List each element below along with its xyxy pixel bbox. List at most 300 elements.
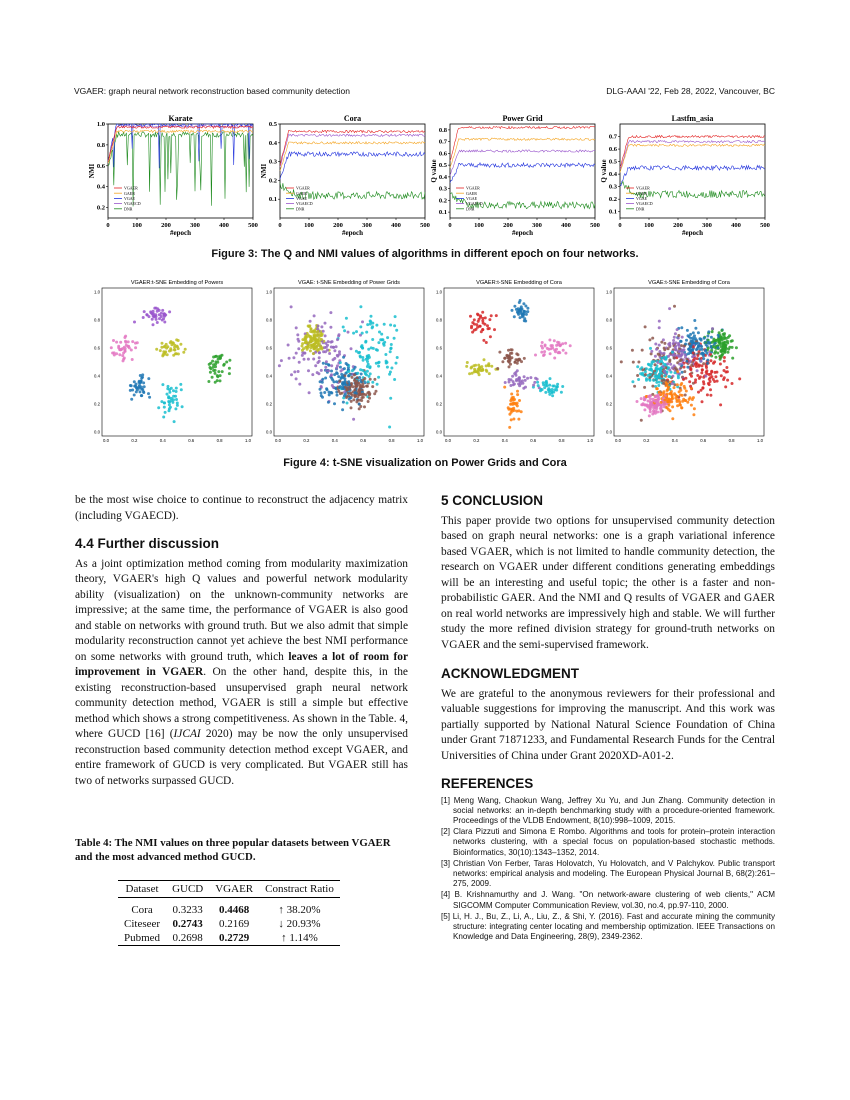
scatter-point [547,348,550,351]
scatter-point [355,380,358,383]
x-tick-label: 200 [333,222,343,229]
p1-text-e: 2020) may be now the only unsupervised reconstruction based community detection method except VGAER, and entire framework of GUCD is very complicated. But VGAER still has two of networks surpassed GUCD. [75,728,408,787]
scatter-point [475,323,478,326]
y-tick-label: 0.3 [608,183,617,191]
table-row [118,931,340,946]
scatter-point [473,318,476,321]
scatter-point [529,376,532,379]
scatter-point [678,363,681,366]
x-tick-label: 300 [190,222,200,229]
scatter-point [689,337,692,340]
scatter-point [175,338,178,341]
plot-title: VGAE:t-SNE Embedding of Cora [648,280,730,286]
scatter-point [225,361,228,364]
scatter-point [338,333,341,336]
scatter-point [362,385,365,388]
scatter-point [297,370,300,373]
scatter-point [127,340,130,343]
scatter-point [312,358,315,361]
scatter-point [673,386,676,389]
scatter-point [548,390,551,393]
scatter-point [307,358,310,361]
y-tick-label: 0.5 [438,162,447,170]
scatter-point [362,359,365,362]
scatter-point [317,325,320,328]
scatter-point [640,397,643,400]
scatter-point [112,339,115,342]
scatter-point [681,371,684,374]
scatter-point [211,376,214,379]
scatter-point [118,353,121,356]
scatter-point [555,389,558,392]
scatter-point [361,344,364,347]
scatter-point [697,342,700,345]
scatter-point [363,377,366,380]
scatter-point [690,364,693,367]
scatter-point [151,313,154,316]
y-tick-label: 0.6 [94,345,100,351]
scatter-point [347,331,350,334]
scatter-point [677,376,680,379]
col-vgaer: VGAER [209,881,259,898]
scatter-point [311,373,314,376]
scatter-point [666,393,669,396]
scatter-point [174,407,177,410]
scatter-point [712,378,715,381]
scatter-point [727,336,730,339]
scatter-point [696,374,699,377]
scatter-point [518,384,521,387]
scatter-point [564,342,567,345]
scatter-point [161,319,164,322]
scatter-point [361,383,364,386]
scatter-point [297,338,300,341]
scatter-point [680,340,683,343]
scatter-point [158,317,161,320]
scatter-point [367,400,370,403]
scatter-point [367,363,370,366]
scatter-point [141,388,144,391]
scatter-point [674,332,677,335]
scatter-point [318,356,321,359]
figure-4-caption: Figure 4: t-SNE visualization on Power Grids and Cora [283,457,567,469]
chart-svg [432,276,598,448]
scatter-point [523,375,526,378]
y-tick-label: 0.2 [268,177,277,185]
legend-label: VGAECD [636,201,653,207]
scatter-point [663,405,666,408]
scatter-point [515,352,518,355]
scatter-point [163,321,166,324]
scatter-point [320,325,323,328]
scatter-point [690,404,693,407]
scatter-point [345,317,348,320]
scatter-point [325,360,328,363]
scatter-point [693,334,696,337]
conclusion-paragraph: This paper provide two options for unsupervised community detection based on graph neural networks: one is a graph variational inference based VGAER, which is not limited to handle community detection, the research on VGAER under different conditions generating embeddings will be an interesting and useful topic; the other is a faster and non-probabilistic GAER. And the NMI and Q results of VGAER and GAER on real world networks are impressively high and stable. We will further study the more refined division strategy for ground-truth networks on VGAER and the semi-supervised framework. [441,514,775,651]
scatter-point [724,344,727,347]
chart-svg [262,276,428,448]
scatter-point [369,320,372,323]
scatter-point [304,341,307,344]
y-tick-label: 0.2 [96,204,105,212]
scatter-point [519,316,522,319]
acknowledgment-title: ACKNOWLEDGMENT [441,666,579,681]
scatter-point [536,381,539,384]
scatter-point [350,347,353,350]
scatter-point [329,326,332,329]
scatter-point [720,354,723,357]
scatter-point [168,310,171,313]
p1-bold: leaves a lot of room for improvement in VGAER [75,650,408,678]
scatter-point [348,388,351,391]
scatter-point [358,383,361,386]
scatter-point [661,379,664,382]
scatter-point [684,394,687,397]
scatter-point [344,386,347,389]
scatter-point [295,352,298,355]
tsne-plot-3 [432,276,598,448]
scatter-point [714,371,717,374]
scatter-point [477,364,480,367]
scatter-point [710,336,713,339]
scatter-point [343,367,346,370]
scatter-point [714,375,717,378]
scatter-point [483,358,486,361]
scatter-point [516,369,519,372]
scatter-point [319,388,322,391]
scatter-point [134,346,137,349]
scatter-point [716,380,719,383]
scatter-point [569,344,572,347]
reference-list [441,796,775,943]
scatter-point [549,377,552,380]
scatter-point [718,331,721,334]
scatter-point [663,399,666,402]
scatter-point [513,372,516,375]
scatter-point [659,360,662,363]
scatter-point [675,348,678,351]
scatter-point [355,385,358,388]
scatter-point [679,404,682,407]
scatter-point [173,420,176,423]
scatter-point [658,344,661,347]
scatter-point [719,403,722,406]
scatter-point [166,393,169,396]
scatter-point [508,365,511,368]
scatter-point [724,385,727,388]
scatter-point [214,365,217,368]
legend-label: VGAER [296,185,310,191]
scatter-point [214,369,217,372]
x-tick-label: 0.0 [275,438,281,443]
scatter-point [536,378,539,381]
y-tick-label: 0.1 [438,209,447,217]
scatter-point [471,372,474,375]
scatter-point [357,391,360,394]
scatter-point [681,336,684,339]
scatter-point [327,369,330,372]
scatter-point [396,356,399,359]
scatter-point [692,331,695,334]
scatter-point [368,392,371,395]
scatter-point [664,366,667,369]
scatter-point [677,334,680,337]
scatter-point [168,401,171,404]
scatter-point [515,308,518,311]
scatter-point [631,380,634,383]
scatter-point [719,358,722,361]
scatter-point [475,328,478,331]
scatter-point [170,397,173,400]
scatter-point [336,338,339,341]
scatter-point [692,413,695,416]
scatter-point [287,344,290,347]
scatter-point [209,371,212,374]
scatter-point [709,388,712,391]
scatter-point [383,323,386,326]
x-tick-label: 0.2 [643,438,650,443]
legend-label: VGAER [124,185,138,191]
cell: 0.2743 [172,918,203,930]
scatter-point [643,398,646,401]
scatter-point [330,364,333,367]
scatter-point [673,392,676,395]
scatter-point [314,364,317,367]
scatter-point [316,330,319,333]
scatter-point [333,349,336,352]
scatter-point [679,389,682,392]
scatter-point [686,366,689,369]
scatter-point [668,307,671,310]
scatter-point [501,360,504,363]
scatter-point [354,394,357,397]
cell: 0.2169 [219,918,250,930]
scatter-point [390,367,393,370]
scatter-point [693,407,696,410]
scatter-point [176,345,179,348]
scatter-point [657,400,660,403]
scatter-point [680,344,683,347]
scatter-point [650,350,653,353]
scatter-point [485,341,488,344]
x-tick-label: 500 [248,222,258,229]
scatter-point [221,370,224,373]
y-tick-label: 0.8 [438,126,447,134]
legend-label: VGAECD [124,201,141,207]
scatter-point [493,328,496,331]
scatter-point [161,383,164,386]
scatter-point [667,404,670,407]
scatter-point [714,356,717,359]
scatter-point [620,360,623,363]
scatter-point [308,324,311,327]
scatter-point [723,336,726,339]
scatter-point [367,348,370,351]
scatter-point [560,391,563,394]
x-tick-label: 0 [618,222,622,229]
scatter-point [175,398,178,401]
scatter-point [180,388,183,391]
scatter-point [328,391,331,394]
scatter-point [558,351,561,354]
scatter-point [524,379,527,382]
x-tick-label: 500 [590,222,600,229]
scatter-point [508,378,511,381]
scatter-point [641,403,644,406]
scatter-point [355,400,358,403]
y-tick-label: 0.2 [608,196,617,204]
scatter-point [692,345,695,348]
scatter-point [710,375,713,378]
scatter-point [386,336,389,339]
scatter-point [307,334,310,337]
chart-title: Lastfm_asia [671,114,714,123]
scatter-point [697,331,700,334]
y-tick-label: 1.0 [96,121,105,128]
scatter-point [155,348,158,351]
scatter-point [330,374,333,377]
scatter-point [707,347,710,350]
scatter-point [470,325,473,328]
scatter-point [364,340,367,343]
scatter-point [117,345,120,348]
y-tick-label: 0.4 [608,171,617,179]
scatter-point [488,372,491,375]
acknowledgment-paragraph: We are grateful to the anonymous reviewers for their professional and valuable suggestions for improving the manuscript. And this work was partially supported by National Natural Science Foundation of China under Grant 71871233, and Fundamental Research Funds for the Central Universities of China under Grant 2020XD-A01-2. [441,687,775,762]
scatter-point [700,360,703,363]
scatter-point [723,356,726,359]
scatter-point [123,346,126,349]
scatter-point [658,320,661,323]
scatter-point [353,373,356,376]
scatter-point [378,331,381,334]
scatter-point [648,338,651,341]
scatter-point [668,399,671,402]
plot-title: VGAE: t-SNE Embedding of Power Grids [298,280,400,286]
scatter-point [706,362,709,365]
x-tick-label: 1.0 [587,438,593,443]
reference-item: [2] Clara Pizzuti and Simona E Rombo. Algorithms and tools for protein–protein interaction networks clustering, with a special focus on population-based stochastic methods. Bioinformatics, 30(10):1343–1352, 2014. [441,827,775,857]
scatter-point [166,353,169,356]
y-axis-label: Q value [430,159,438,183]
scatter-point [347,392,350,395]
scatter-point [699,338,702,341]
scatter-point [170,387,173,390]
y-tick-label: 0.1 [608,208,617,216]
scatter-point [697,391,700,394]
scatter-point [555,344,558,347]
scatter-point [338,380,341,383]
scatter-point [672,342,675,345]
scatter-point [526,377,529,380]
p1-text-c: . On the other hand, despite this, in the existing reconstruction-based unsupervised graph neural network community detection method, VGAER is still a simple but effective method which shows a strong competitiveness. As shown in the Table. 4, where GUCD [16] ( [75,666,408,740]
scatter-point [490,314,493,317]
scatter-point [719,363,722,366]
legend-label: DNR [636,206,645,212]
scatter-point [727,351,730,354]
y-tick-label: 0.6 [438,150,447,158]
scatter-point [677,354,680,357]
scatter-point [157,406,160,409]
scatter-point [313,333,316,336]
legend-label: VGAER [636,185,650,191]
scatter-point [215,355,218,358]
y-tick-label: 0.8 [96,141,105,149]
scatter-point [148,396,151,399]
scatter-point [533,381,536,384]
x-tick-label: 300 [532,222,542,229]
reference-item: [1] Meng Wang, Chaokun Wang, Jeffrey Xu Yu, and Jun Zhang. Community detection in social networks: an in-depth benchmarking study with a procedure-oriented framework. Proceedings of the VLDB Endowment, 8(10):998–1009, 2015. [441,795,775,825]
scatter-point [694,378,697,381]
section-4-4-title: 4.4 Further discussion [75,536,220,551]
x-axis-label: #epoch [170,229,191,237]
scatter-point [542,354,545,357]
scatter-point [671,382,674,385]
scatter-point [309,330,312,333]
scatter-point [363,405,366,408]
x-tick-label: 400 [391,222,401,229]
scatter-point [123,357,126,360]
cell: ↑ 1.14% [259,931,340,946]
scatter-point [139,390,142,393]
scatter-point [326,349,329,352]
scatter-point [163,353,166,356]
scatter-point [658,373,661,376]
scatter-point [481,328,484,331]
scatter-point [689,333,692,336]
scatter-point [720,350,723,353]
scatter-point [332,346,335,349]
x-tick-label: 0.6 [530,438,537,443]
intro-paragraph: be the most wise choice to continue to reconstruct the adjacency matrix (including VGAECD). [75,494,408,522]
tsne-plot-2 [262,276,428,448]
scatter-point [318,342,321,345]
scatter-point [654,400,657,403]
scatter-point [671,405,674,408]
scatter-point [686,360,689,363]
scatter-point [522,302,525,305]
scatter-point [386,361,389,364]
scatter-point [701,386,704,389]
x-tick-label: 300 [702,222,712,229]
y-tick-label: 0.6 [266,345,272,351]
tsne-plot-1 [90,276,256,448]
scatter-point [705,343,708,346]
scatter-point [731,382,734,385]
running-header-title: VGAER: graph neural network reconstruction based community detection [74,86,350,96]
scatter-point [688,349,691,352]
scatter-point [700,389,703,392]
chart-title: Cora [343,114,362,123]
scatter-point [667,355,670,358]
scatter-point [298,361,301,364]
y-tick-label: 0.6 [606,345,612,351]
scatter-point [668,360,671,363]
scatter-point [280,359,283,362]
scatter-point [662,403,665,406]
scatter-point [147,392,150,395]
scatter-point [371,385,374,388]
scatter-point [669,409,672,412]
scatter-point [677,344,680,347]
scatter-point [182,351,185,354]
scatter-point [141,373,144,376]
scatter-point [478,367,481,370]
scatter-point [468,372,471,375]
scatter-point [662,382,665,385]
scatter-point [636,400,639,403]
